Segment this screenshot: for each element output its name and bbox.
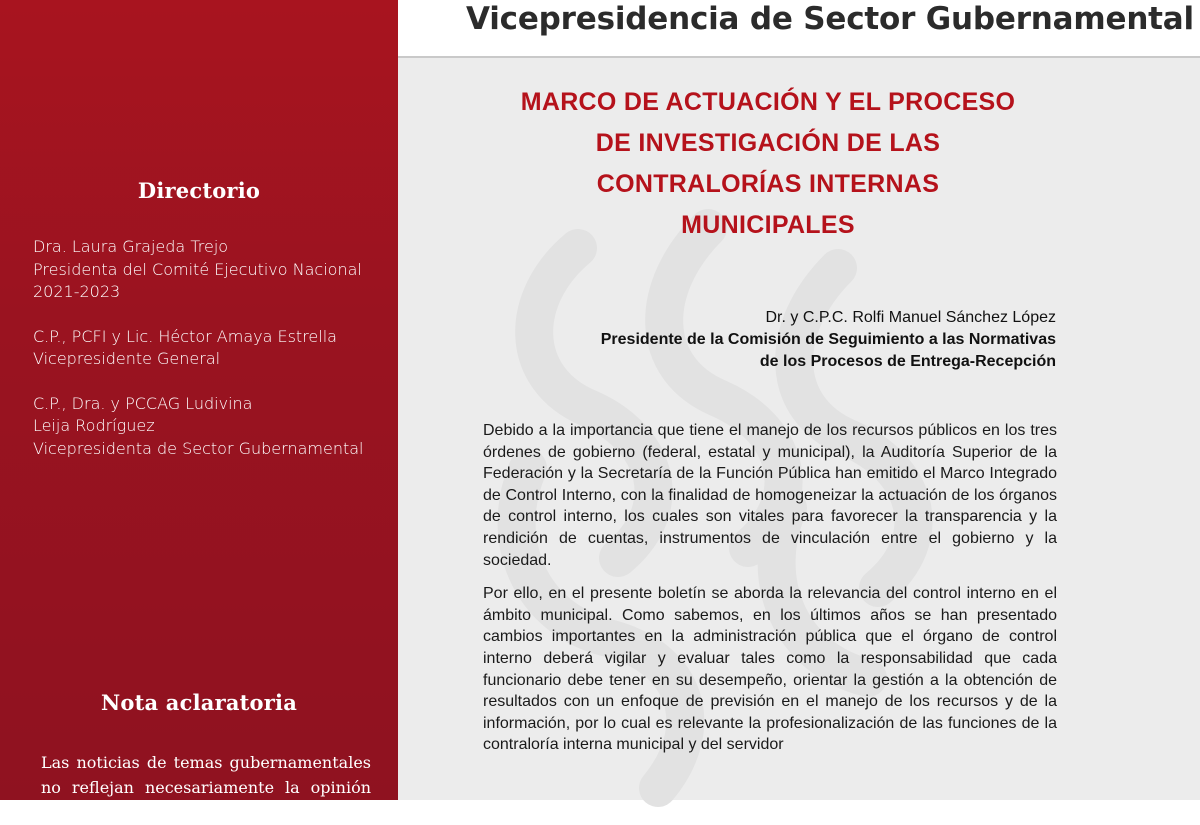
nota-text: Las noticias de temas gubernamentales no reflejan necesariamente la opinión del <box>41 753 371 822</box>
directorio-line: Leija Rodríguez <box>33 416 155 435</box>
article-title-line: CONTRALORÍAS INTERNAS <box>596 170 940 198</box>
author-block <box>601 307 1056 373</box>
directorio-entry <box>33 393 393 461</box>
directorio-line: Presidenta del Comité Ejecutivo Nacional <box>33 259 362 279</box>
article-body <box>483 420 1057 768</box>
author-role: Presidente de la Comisión de Seguimiento a las Normativas <box>600 331 1056 348</box>
article-panel <box>398 58 1200 800</box>
article-title-line: MUNICIPALES <box>681 211 855 239</box>
page-header <box>398 0 1200 58</box>
article-title <box>438 82 1098 246</box>
author-name: Dr. y C.P.C. Rolfi Manuel Sánchez López <box>765 309 1056 326</box>
directorio-entry <box>33 236 393 304</box>
directorio-entry <box>33 326 393 371</box>
sidebar <box>0 0 398 822</box>
directorio-line: 2021-2023 <box>33 282 121 301</box>
nota-heading: Nota aclaratoria <box>100 690 298 715</box>
header-title: Vicepresidencia de Sector Gubernamental <box>466 1 1194 37</box>
author-role: de los Procesos de Entrega-Recepción <box>759 353 1056 370</box>
article-paragraph: Debido a la importancia que tiene el manejo de los recursos públicos en los tres órdenes de gobierno (federal, estatal y municipal), la Auditoría Superior de la Federación y la Secretaría de la Función Pública han emitido el Marco Integrado de Control Interno, con la finalidad de homogeneizar la actuación de los órganos de control interno, los cuales son vitales para favorecer la transparencia y la rendición de cuentas, instrumentos de vinculación entre el gobierno y la sociedad. <box>483 422 1057 569</box>
directorio-line: Vicepresidente General <box>33 349 221 368</box>
directorio-line: Vicepresidenta de Sector Gubernamental <box>33 438 364 458</box>
directorio-line: Dra. Laura Grajeda Trejo <box>33 237 229 256</box>
directorio-line: C.P., PCFI y Lic. Héctor Amaya Estrella <box>33 326 337 346</box>
article-title-line: DE INVESTIGACIÓN DE LAS <box>595 129 941 157</box>
directorio-list <box>33 236 393 482</box>
directorio-heading: Directorio <box>137 178 261 203</box>
directorio-line: C.P., Dra. y PCCAG Ludivina <box>33 393 253 413</box>
article-title-line: MARCO DE ACTUACIÓN Y EL PROCESO <box>520 88 1016 116</box>
article-paragraph: Por ello, en el presente boletín se aborda la relevancia del control interno en el ámbito municipal. Como sabemos, en los últimos años se han presentado cambios importantes en la administración pública que el órgano de control interno deberá vigilar y evaluar tales como la responsabilidad que cada funcionario debe tener en su desempeño, orientar la gestión a la obtención de resultados con un enfoque de previsión en el manejo de los recursos y de la información, por lo cual es relevante la profesionalización de las funciones de la contraloría interna municipal y del servidor <box>483 585 1057 754</box>
